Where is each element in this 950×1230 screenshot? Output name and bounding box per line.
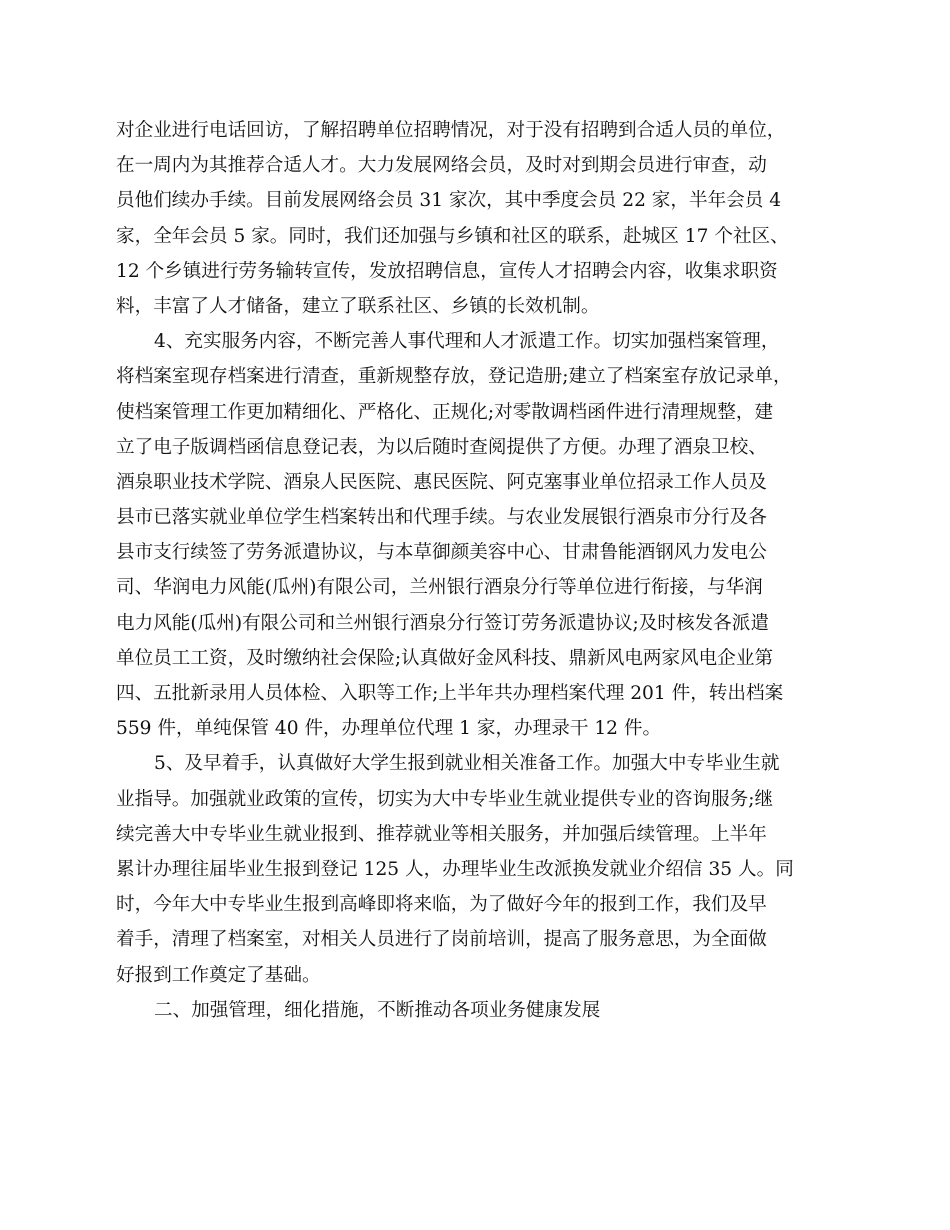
text-line: 司、华润电力风能(瓜州)有限公司，兰州银行酒泉分行等单位进行衔接，与华润 (116, 577, 763, 599)
text-line: 单位员工工资，及时缴纳社会保险;认真做好金风科技、鼎新风电两家风电企业第 (116, 647, 774, 669)
text-line: 四、五批新录用人员体检、入职等工作;上半年共办理档案代理 201 件，转出档案 (116, 683, 784, 704)
paragraph-recruitment-followup (116, 113, 828, 324)
text-line: 县市已落实就业单位学生档案转出和代理手续。与农业发展银行酒泉市分行及各 (116, 507, 767, 529)
text-line: 好报到工作奠定了基础。 (116, 964, 321, 986)
paragraph-personnel-agency (116, 324, 828, 746)
text-line: 累计办理往届毕业生报到登记 125 人，办理毕业生改派换发就业介绍信 35 人。同 (116, 858, 794, 880)
text-line: 着手，清理了档案室，对相关人员进行了岗前培训，提高了服务意思，为全面做 (116, 929, 767, 951)
text-line: 4、充实服务内容，不断完善人事代理和人才派遣工作。切实加强档案管理， (154, 331, 780, 353)
section-heading: 二、加强管理，细化措施，不断推动各项业务健康发展 (154, 999, 601, 1021)
text-line: 业指导。加强就业政策的宣传，切实为大中专毕业生就业提供专业的咨询服务;继 (116, 788, 774, 810)
text-line: 立了电子版调档函信息登记表，为以后随时查阅提供了方便。办理了酒泉卫校、 (116, 436, 767, 458)
text-line: 时，今年大中专毕业生报到高峰即将来临，为了做好今年的报到工作，我们及早 (116, 894, 767, 916)
paragraph-graduate-registration (116, 746, 828, 992)
text-line: 在一周内为其推荐合适人才。大力发展网络会员，及时对到期会员进行审查，动 (116, 155, 767, 177)
text-line: 酒泉职业技术学院、酒泉人民医院、惠民医院、阿克塞事业单位招录工作人员及 (116, 471, 767, 493)
text-line: 县市支行续签了劳务派遣协议，与本草御颜美容中心、甘肃鲁能酒钢风力发电公 (116, 542, 767, 564)
text-line: 家，全年会员 5 家。同时，我们还加强与乡镇和社区的联系，赴城区 17 个社区、 (116, 225, 789, 247)
text-line: 使档案管理工作更加精细化、严格化、正规化;对零散调档函件进行清理规整，建 (116, 401, 774, 423)
document-body (116, 113, 828, 1028)
text-line: 将档案室现存档案进行清查，重新规整存放，登记造册;建立了档案室存放记录单， (116, 366, 792, 388)
text-line: 料，丰富了人才储备，建立了联系社区、乡镇的长效机制。 (116, 295, 600, 317)
text-line: 对企业进行电话回访，了解招聘单位招聘情况，对于没有招聘到合适人员的单位， (116, 120, 786, 141)
section-heading-management (116, 993, 828, 1028)
text-line: 12 个乡镇进行劳务输转宣传，发放招聘信息，宣传人才招聘会内容，收集求职资 (116, 260, 778, 282)
text-line: 5、及早着手，认真做好大学生报到就业相关准备工作。加强大中专毕业生就 (154, 753, 780, 775)
text-line: 电力风能(瓜州)有限公司和兰州银行酒泉分行签订劳务派遣协议;及时核发各派遣 (116, 612, 769, 634)
text-line: 续完善大中专毕业生就业报到、推荐就业等相关服务，并加强后续管理。上半年 (116, 823, 767, 845)
text-line: 员他们续办手续。目前发展网络会员 31 家次，其中季度会员 22 家，半年会员 4 (116, 190, 782, 212)
text-line: 559 件，单纯保管 40 件，办理单位代理 1 家，办理录干 12 件。 (116, 718, 662, 740)
